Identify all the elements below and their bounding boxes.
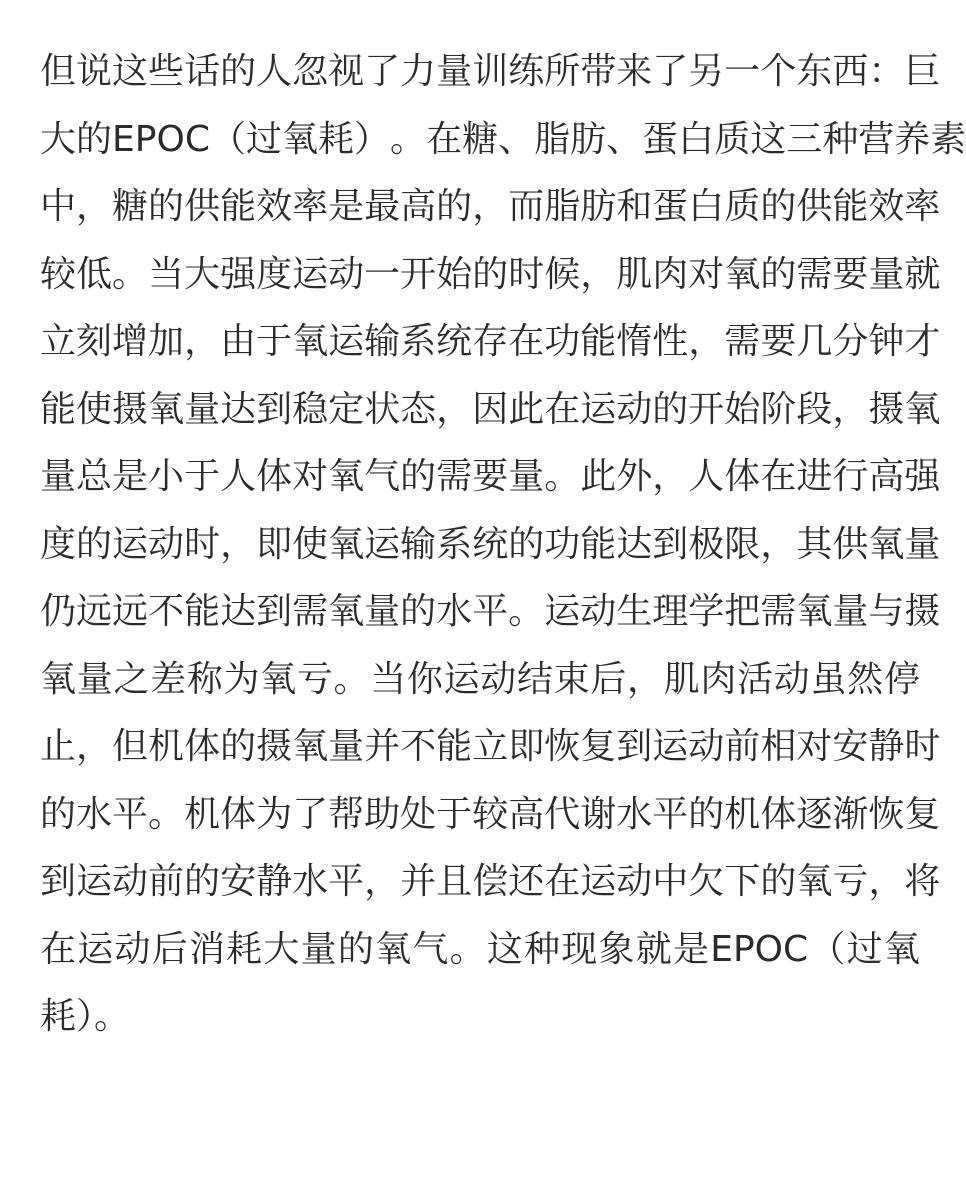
paragraph-line: 氧 量 之 差 称 为 氧 亏 。 当 你 运 动 结 束 后 ， 肌 肉 活 动 虽 然 停 bbox=[40, 658, 920, 700]
paragraph-line: 到 运 动 前 的 安 静 水 平 ， 并 且 偿 还 在 运 动 中 欠 下 的 氧 亏 ， 将 bbox=[40, 861, 941, 902]
paragraph-line: 在 运 动 后 消 耗 大 量 的 氧 气 。 这 种 现 象 就 是 EPOC （ 过 氧 bbox=[40, 928, 920, 970]
paragraph-line: 的 水 平 。 机 体 为 了 帮 助 处 于 较 高 代 谢 水 平 的 机 体 逐 渐 恢 复 bbox=[40, 793, 941, 835]
paragraph-line: 度 的 运 动 时 ， 即 使 氧 运 输 系 统 的 功 能 达 到 极 限 ， 其 供 氧 量 bbox=[40, 523, 941, 565]
paragraph-line: 大 的 EPOC （ 过 氧 耗 ） 。 在 糖 、 脂 肪 、 蛋 白 质 这 三 种 营 养 素 bbox=[40, 118, 966, 160]
paragraph-line: 耗）。 bbox=[40, 996, 131, 1037]
paragraph-line: 立 刻 增 加 ， 由 于 氧 运 输 系 统 存 在 功 能 惰 性 ， 需 要 几 分 钟 才 bbox=[40, 321, 941, 362]
paragraph-line: 能 使 摄 氧 量 达 到 稳 定 状 态 ， 因 此 在 运 动 的 开 始 阶 段 ， 摄 氧 bbox=[40, 388, 941, 430]
paragraph-line: 中 ， 糖 的 供 能 效 率 是 最 高 的 ， 而 脂 肪 和 蛋 白 质 的 供 能 效 率 bbox=[40, 186, 941, 227]
paragraph-line: 仍 远 远 不 能 达 到 需 氧 量 的 水 平 。 运 动 生 理 学 把 需 氧 量 与 摄 bbox=[40, 591, 941, 632]
paragraph-line: 较 低 。 当 大 强 度 运 动 一 开 始 的 时 候 ， 肌 肉 对 氧 的 需 要 量 就 bbox=[40, 253, 941, 295]
paragraph-line: 止 ， 但 机 体 的 摄 氧 量 并 不 能 立 即 恢 复 到 运 动 前 相 对 安 静 时 bbox=[40, 726, 941, 767]
paragraph-line: 量 总 是 小 于 人 体 对 氧 气 的 需 要 量 。 此 外 ， 人 体 在 进 行 高 强 bbox=[40, 456, 941, 497]
paragraph-line: 但 说 这 些 话 的 人 忽 视 了 力 量 训 练 所 带 来 了 另 一 个 东 西 ： 巨 bbox=[40, 51, 941, 92]
